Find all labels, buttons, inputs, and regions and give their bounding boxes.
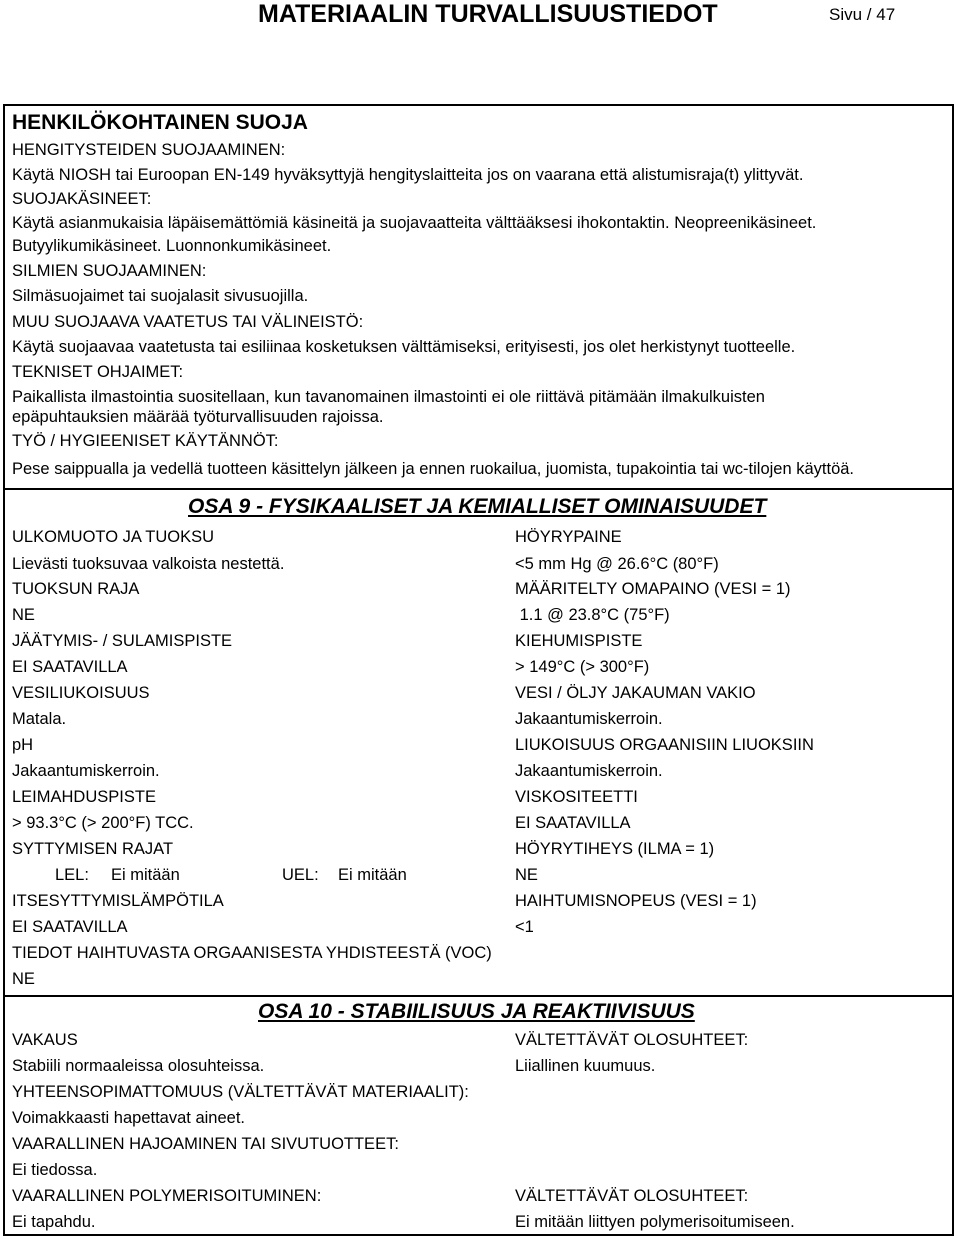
property-label: ULKOMUOTO JA TUOKSU xyxy=(12,528,215,546)
property-value: 1.1 @ 23.8°C (75°F) xyxy=(515,606,670,624)
property-label: HAIHTUMISNOPEUS (VESI = 1) xyxy=(515,892,757,910)
ppe-line: Silmäsuojaimet tai suojalasit sivusuojilla. xyxy=(12,287,309,305)
ppe-line: Käytä asianmukaisia läpäisemättömiä käsineitä ja suojavaatteita välttääksesi ihokontaktin. Neopreenikäsineet. xyxy=(12,214,817,232)
property-value: Jakaantumiskerroin. xyxy=(12,762,160,780)
property-value: NE xyxy=(12,606,35,624)
ppe-line: TEKNISET OHJAIMET: xyxy=(12,363,184,381)
property-value: Matala. xyxy=(12,710,67,728)
property-label: VÄLTETTÄVÄT OLOSUHTEET: xyxy=(515,1031,749,1049)
ppe-line: Pese saippualla ja vedellä tuotteen käsittelyn jälkeen ja ennen ruokailua, juomista, tupakointia tai wc-tilojen käyttöä. xyxy=(12,460,855,478)
property-value: Voimakkaasti hapettavat aineet. xyxy=(12,1109,245,1127)
page-number: Sivu / 47 xyxy=(829,5,896,24)
property-value: NE xyxy=(12,970,35,988)
ppe-line: Käytä NIOSH tai Euroopan EN-149 hyväksyttyjä hengityslaitteita jos on vaarana että alistumisraja(t) ylittyvät. xyxy=(12,166,804,184)
property-label: pH xyxy=(12,736,34,754)
property-label: VAARALLINEN HAJOAMINEN TAI SIVUTUOTTEET: xyxy=(12,1135,399,1153)
property-label: VESI / ÖLJY JAKAUMAN VAKIO xyxy=(515,684,756,702)
ppe-line: SUOJAKÄSINEET: xyxy=(12,190,152,208)
property-label: VÄLTETTÄVÄT OLOSUHTEET: xyxy=(515,1187,749,1205)
ppe-line: Butyylikumikäsineet. Luonnonkumikäsineet. xyxy=(12,237,332,255)
property-label: VISKOSITEETTI xyxy=(515,788,638,806)
uel-label: UEL: xyxy=(282,866,319,884)
property-value: <5 mm Hg @ 26.6°C (80°F) xyxy=(515,555,719,573)
property-label: TIEDOT HAIHTUVASTA ORGAANISESTA YHDISTEESTÄ (VOC) xyxy=(12,944,492,962)
property-value: Jakaantumiskerroin. xyxy=(515,710,663,728)
ppe-line: epäpuhtauksien määrää työturvallisuuden rajoissa. xyxy=(12,408,384,426)
ppe-section-title: HENKILÖKOHTAINEN SUOJA xyxy=(12,111,308,134)
section-divider xyxy=(3,995,954,997)
property-label: SYTTYMISEN RAJAT xyxy=(12,840,174,858)
property-label: VAARALLINEN POLYMERISOITUMINEN: xyxy=(12,1187,322,1205)
property-label: ITSESYTTYMISLÄMPÖTILA xyxy=(12,892,224,910)
property-label: JÄÄTYMIS- / SULAMISPISTE xyxy=(12,632,233,650)
property-label: HÖYRYTIHEYS (ILMA = 1) xyxy=(515,840,715,858)
property-value: Stabiili normaaleissa olosuhteissa. xyxy=(12,1057,265,1075)
section9-title: OSA 9 - FYSIKAALISET JA KEMIALLISET OMINAISUUDET xyxy=(188,495,767,518)
lel-value: Ei mitään xyxy=(111,866,180,884)
ppe-line: TYÖ / HYGIEENISET KÄYTÄNNÖT: xyxy=(12,432,279,450)
property-value: Ei mitään liittyen polymerisoitumiseen. xyxy=(515,1213,795,1231)
property-value: <1 xyxy=(515,918,534,936)
property-value: Lievästi tuoksuvaa valkoista nestettä. xyxy=(12,555,285,573)
ppe-line: Käytä suojaavaa vaatetusta tai esiliinaa kosketuksen välttämiseksi, erityisesti, jos olet herkistynyt tuotteelle. xyxy=(12,338,796,356)
ppe-line: HENGITYSTEIDEN SUOJAAMINEN: xyxy=(12,141,286,159)
property-value: Liiallinen kuumuus. xyxy=(515,1057,656,1075)
property-value: Jakaantumiskerroin. xyxy=(515,762,663,780)
property-label: YHTEENSOPIMATTOMUUS (VÄLTETTÄVÄT MATERIAALIT): xyxy=(12,1083,469,1101)
property-value: > 149°C (> 300°F) xyxy=(515,658,650,676)
property-value: Ei tapahdu. xyxy=(12,1213,96,1231)
property-value: EI SAATAVILLA xyxy=(12,918,128,936)
ppe-line: SILMIEN SUOJAAMINEN: xyxy=(12,262,207,280)
property-label: HÖYRYPAINE xyxy=(515,528,622,546)
property-value: Ei tiedossa. xyxy=(12,1161,98,1179)
property-value: NE xyxy=(515,866,538,884)
property-label: LEIMAHDUSPISTE xyxy=(12,788,156,806)
lel-label: LEL: xyxy=(55,866,89,884)
property-value: > 93.3°C (> 200°F) TCC. xyxy=(12,814,194,832)
property-label: VESILIUKOISUUS xyxy=(12,684,150,702)
property-label: VAKAUS xyxy=(12,1031,78,1049)
section-divider xyxy=(3,488,954,490)
property-value: EI SAATAVILLA xyxy=(515,814,631,832)
section10-title: OSA 10 - STABIILISUUS JA REAKTIIVISUUS xyxy=(258,1000,695,1023)
document-title: MATERIAALIN TURVALLISUUSTIEDOT xyxy=(258,0,718,28)
property-value: EI SAATAVILLA xyxy=(12,658,128,676)
property-label: MÄÄRITELTY OMAPAINO (VESI = 1) xyxy=(515,580,791,598)
uel-value: Ei mitään xyxy=(338,866,407,884)
property-label: TUOKSUN RAJA xyxy=(12,580,140,598)
property-label: KIEHUMISPISTE xyxy=(515,632,643,650)
ppe-line: Paikallista ilmastointia suositellaan, kun tavanomainen ilmastointi ei ole riittävä pitämään ilmakulkuisten xyxy=(12,388,765,406)
property-label: LIUKOISUUS ORGAANISIIN LIUOKSIIN xyxy=(515,736,814,754)
ppe-line: MUU SUOJAAVA VAATETUS TAI VÄLINEISTÖ: xyxy=(12,313,364,331)
